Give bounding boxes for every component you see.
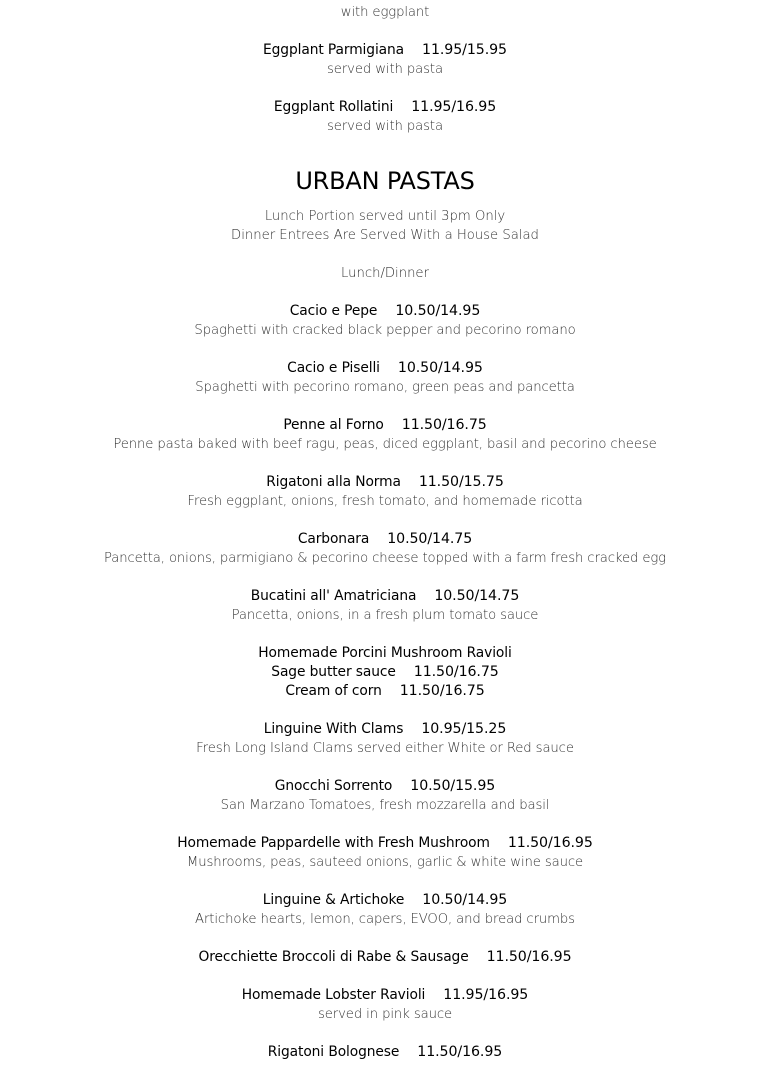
item-description: served with pasta — [327, 62, 443, 77]
menu-item — [0, 986, 770, 1005]
item-option — [0, 682, 770, 701]
item-price: 10.50/15.95 — [410, 778, 496, 794]
option-price: 11.50/16.75 — [413, 664, 499, 680]
item-description: served with pasta — [327, 119, 443, 134]
menu-item — [0, 644, 770, 663]
item-name: Homemade Porcini Mushroom Ravioli — [258, 645, 512, 661]
menu-item — [0, 41, 770, 60]
item-name: Homemade Lobster Ravioli — [241, 987, 426, 1003]
item-name: Carbonara — [297, 531, 370, 547]
item-description: Pancetta, onions, parmigiano & pecorino cheese topped with a farm fresh cracked egg — [103, 551, 666, 566]
item-name: Rigatoni alla Norma — [266, 474, 401, 490]
item-price: 11.50/16.75 — [401, 417, 487, 433]
menu-item — [0, 1043, 770, 1062]
item-name: Penne al Forno — [283, 417, 384, 433]
menu-item — [0, 834, 770, 853]
item-description: with eggplant — [340, 5, 430, 20]
option-name: Cream of corn — [285, 683, 382, 699]
menu-item — [0, 948, 770, 967]
item-name: Eggplant Parmigiana — [263, 42, 405, 58]
item-price: 10.50/14.95 — [395, 303, 481, 319]
item-description: Spaghetti with pecorino romano, green peas and pancetta — [195, 380, 575, 395]
menu-item — [0, 587, 770, 606]
item-description: Fresh Long Island Clams served either White or Red sauce — [196, 741, 574, 756]
section-note: Lunch Portion served until 3pm Only — [264, 209, 506, 224]
item-price: 11.95/15.95 — [422, 42, 507, 58]
menu-item — [0, 302, 770, 321]
item-name: Linguine & Artichoke — [262, 892, 405, 908]
item-description: Fresh eggplant, onions, fresh tomato, and homemade ricotta — [187, 494, 583, 509]
option-price: 11.50/16.75 — [399, 683, 485, 699]
item-name: Orecchiette Broccoli di Rabe & Sausage — [198, 949, 469, 965]
item-option — [0, 663, 770, 682]
item-name: Linguine With Clams — [263, 721, 404, 737]
item-price: 10.50/14.95 — [422, 892, 508, 908]
item-price: 11.50/16.95 — [507, 835, 593, 851]
menu-item — [0, 530, 770, 549]
item-description: San Marzano Tomatoes, fresh mozzarella and basil — [220, 798, 550, 813]
item-name: Bucatini all' Amatriciana — [250, 588, 417, 604]
item-price: 11.95/16.95 — [443, 987, 529, 1003]
menu-item — [0, 777, 770, 796]
item-price: 11.50/16.95 — [486, 949, 572, 965]
menu-item — [0, 891, 770, 910]
item-price: 11.95/16.95 — [411, 99, 497, 115]
item-name: Rigatoni Bolognese — [267, 1044, 400, 1060]
item-name: Cacio e Pepe — [289, 303, 378, 319]
item-name: Cacio e Piselli — [287, 360, 380, 376]
item-description: served in pink sauce — [318, 1007, 452, 1022]
menu-item — [0, 720, 770, 739]
item-name — [296, 0, 474, 1]
price-columns-label: Lunch/Dinner — [341, 266, 429, 281]
item-price: 11.50/16.95 — [417, 1044, 503, 1060]
item-price: 10.50/14.95 — [397, 360, 483, 376]
menu-item — [0, 416, 770, 435]
item-price: 11.50/15.75 — [418, 474, 504, 490]
menu-item — [0, 359, 770, 378]
item-description: Mushrooms, peas, sauteed onions, garlic & white wine sauce — [186, 855, 584, 870]
item-name: Homemade Pappardelle with Fresh Mushroom — [177, 835, 490, 851]
menu-item — [0, 473, 770, 492]
item-price: 10.95/15.25 — [421, 721, 507, 737]
item-description: Artichoke hearts, lemon, capers, EVOO, and bread crumbs — [195, 912, 575, 927]
item-description: Penne pasta baked with beef ragu, peas, diced eggplant, basil and pecorino cheese — [113, 437, 657, 452]
menu-item — [0, 98, 770, 117]
item-description: Spaghetti with cracked black pepper and pecorino romano — [194, 323, 576, 338]
section-note: Dinner Entrees Are Served With a House Salad — [231, 228, 539, 243]
item-description: Pancetta, onions, in a fresh plum tomato sauce — [231, 608, 539, 623]
section-title: URBAN PASTAS — [295, 167, 475, 195]
item-name: Eggplant Rollatini — [273, 99, 394, 115]
item-name: Gnocchi Sorrento — [274, 778, 393, 794]
item-price: 10.50/14.75 — [387, 531, 473, 547]
item-price: 10.50/14.75 — [434, 588, 520, 604]
option-name: Sage butter sauce — [271, 664, 396, 680]
